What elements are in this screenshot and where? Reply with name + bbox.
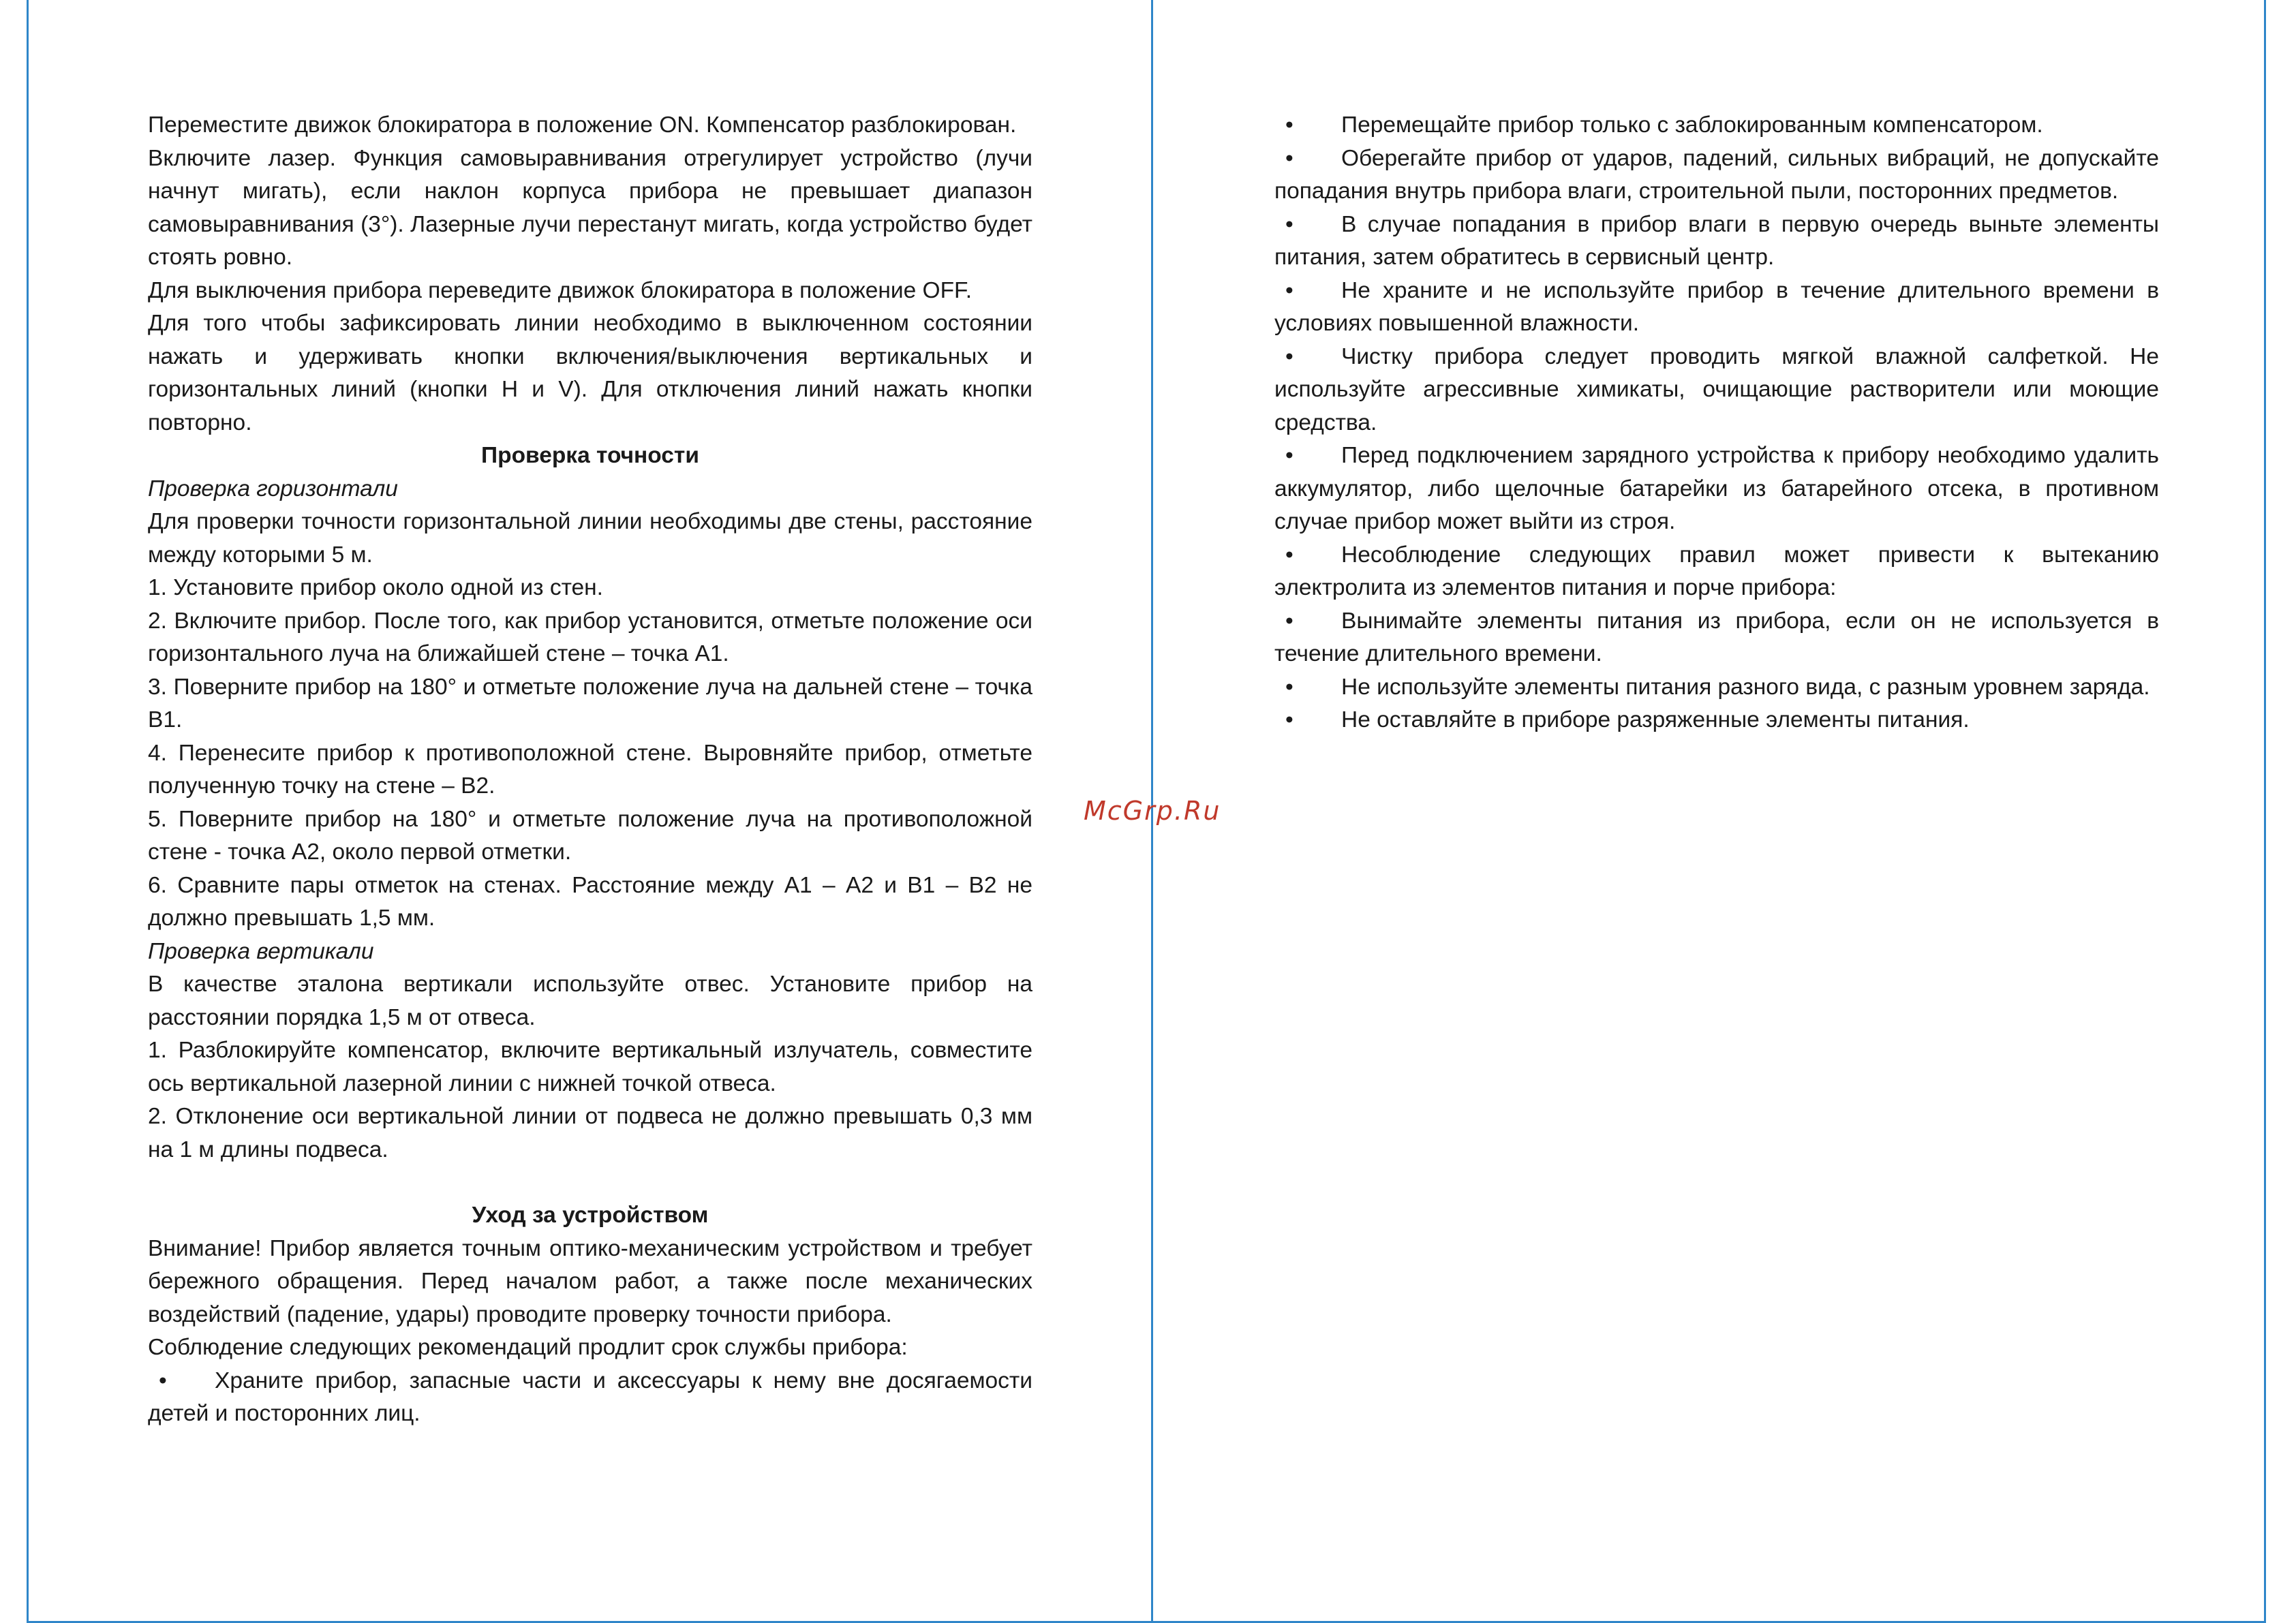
step-3: 3. Поверните прибор на 180° и отметьте положение луча на дальней стене – точка В1. [148,674,1032,732]
watermark: McGrp.Ru [1084,796,1221,826]
bullet-text: Не храните и не используйте прибор в течение длительного времени в условиях повышенной влажности. [1274,277,2159,336]
bullet-item [1274,439,2159,539]
right-column [1274,109,2159,737]
spacer [148,1166,1032,1199]
bullet-item [148,1365,1032,1431]
step-1: 1. Установите прибор около одной из стен. [148,575,603,600]
heading-device-care: Уход за устройством [472,1203,709,1228]
bullet-text: Перед подключением зарядного устройства к прибору необходимо удалить аккумулятор, либо щелочные батарейки из батарейного отсека, в противном случае прибор может выйти из строя. [1274,443,2159,534]
bullet-text: Чистку прибора следует проводить мягкой влажной салфеткой. Не используйте агрессивные химикаты, очищающие растворители или моющие средства. [1274,343,2159,435]
paragraph-power-off: Для выключения прибора переведите движок блокиратора в положение OFF. [148,277,973,303]
left-column [148,109,1032,1431]
bullet-item [1274,671,2159,705]
bullet-item [1274,208,2159,275]
heading-accuracy-check: Проверка точности [481,443,699,468]
bullet-icon: • [1285,343,1294,369]
bullet-text: Храните прибор, запасные части и аксессуары к нему вне досягаемости детей и посторонних лиц. [148,1367,1032,1426]
bullet-icon: • [1285,145,1294,171]
bullet-icon: • [1285,211,1294,237]
bullet-item [1274,142,2159,208]
paragraph-laser-on: Включите лазер. Функция самовыравнивания отрегулирует устройство (лучи начнут мигать), если наклон корпуса прибора не превышает диапазон самовыравнивания (3°). Лазерные лучи перестанут мигать, когда устройство будет стоять ровно. [148,145,1032,270]
bullet-icon: • [1285,542,1294,568]
bullet-item [1274,341,2159,440]
bullet-icon: • [1285,112,1294,138]
subheading-vertical: Проверка вертикали [148,938,374,964]
subheading-horizontal: Проверка горизонтали [148,476,398,501]
bullet-text: Несоблюдение следующих правил может привести к вытеканию электролита из элементов питания и порче прибора: [1274,542,2159,600]
bullet-text: Не используйте элементы питания разного вида, с разным уровнем заряда. [1341,674,2150,700]
bullet-text: Оберегайте прибор от ударов, падений, сильных вибраций, не допускайте попадания внутрь прибора влаги, строительной пыли, посторонних предметов. [1274,145,2159,204]
bullet-item [1274,109,2159,142]
step-2: 2. Включите прибор. После того, как прибор установится, отметьте положение оси горизонтального луча на ближайшей стене – точка А1. [148,608,1032,666]
bullet-icon: • [1285,707,1294,732]
bullet-text: В случае попадания в прибор влаги в первую очередь выньте элементы питания, затем обратитесь в сервисный центр. [1274,211,2159,270]
step-6: 6. Сравните пары отметок на стенах. Расстояние между А1 – А2 и В1 – В2 не должно превышать 1,5 мм. [148,872,1032,931]
paragraph-attention: Внимание! Прибор является точным оптико-механическим устройством и требует бережного обращения. Перед началом работ, а также после механических воздействий (падение, удары) проводите проверку точности прибора. [148,1235,1032,1327]
vertical-step-2: 2. Отклонение оси вертикальной линии от подвеса не должно превышать 0,3 мм на 1 м длины подвеса. [148,1104,1032,1162]
paragraph-vertical-intro: В качестве эталона вертикали используйте отвес. Установите прибор на расстоянии порядка 1,5 м от отвеса. [148,972,1032,1030]
bullet-icon: • [1285,608,1294,634]
bullet-item [1274,539,2159,605]
bullet-icon: • [1285,443,1294,468]
bullet-icon: • [159,1367,167,1393]
paragraph-recommendations: Соблюдение следующих рекомендаций продлит срок службы прибора: [148,1335,908,1360]
bullet-item [1274,704,2159,737]
bullet-icon: • [1285,674,1294,700]
paragraph-horizontal-intro: Для проверки точности горизонтальной линии необходимы две стены, расстояние между которыми 5 м. [148,509,1032,568]
vertical-step-1: 1. Разблокируйте компенсатор, включите вертикальный излучатель, совместите ось вертикальной лазерной линии с нижней точкой отвеса. [148,1038,1032,1096]
bullet-item [1274,275,2159,341]
bullet-text: Вынимайте элементы питания из прибора, если он не используется в течение длительного времени. [1274,608,2159,666]
bullet-text: Перемещайте прибор только с заблокированным компенсатором. [1341,112,2043,138]
bullet-text: Не оставляйте в приборе разряженные элементы питания. [1341,707,1970,732]
step-4: 4. Перенесите прибор к противоположной стене. Выровняйте прибор, отметьте полученную точку на стене – В2. [148,740,1032,799]
step-5: 5. Поверните прибор на 180° и отметьте положение луча на противоположной стене - точка А2, около первой отметки. [148,806,1032,865]
paragraph-fix-lines: Для того чтобы зафиксировать линии необходимо в выключенном состоянии нажать и удерживать кнопки включения/выключения вертикальных и горизонтальных линий (кнопки H и V). Для отключения линий нажать кнопки повторно. [148,311,1032,435]
bullet-item [1274,605,2159,671]
bullet-icon: • [1285,277,1294,303]
paragraph-lock-on: Переместите движок блокиратора в положение ON. Компенсатор разблокирован. [148,112,1017,138]
